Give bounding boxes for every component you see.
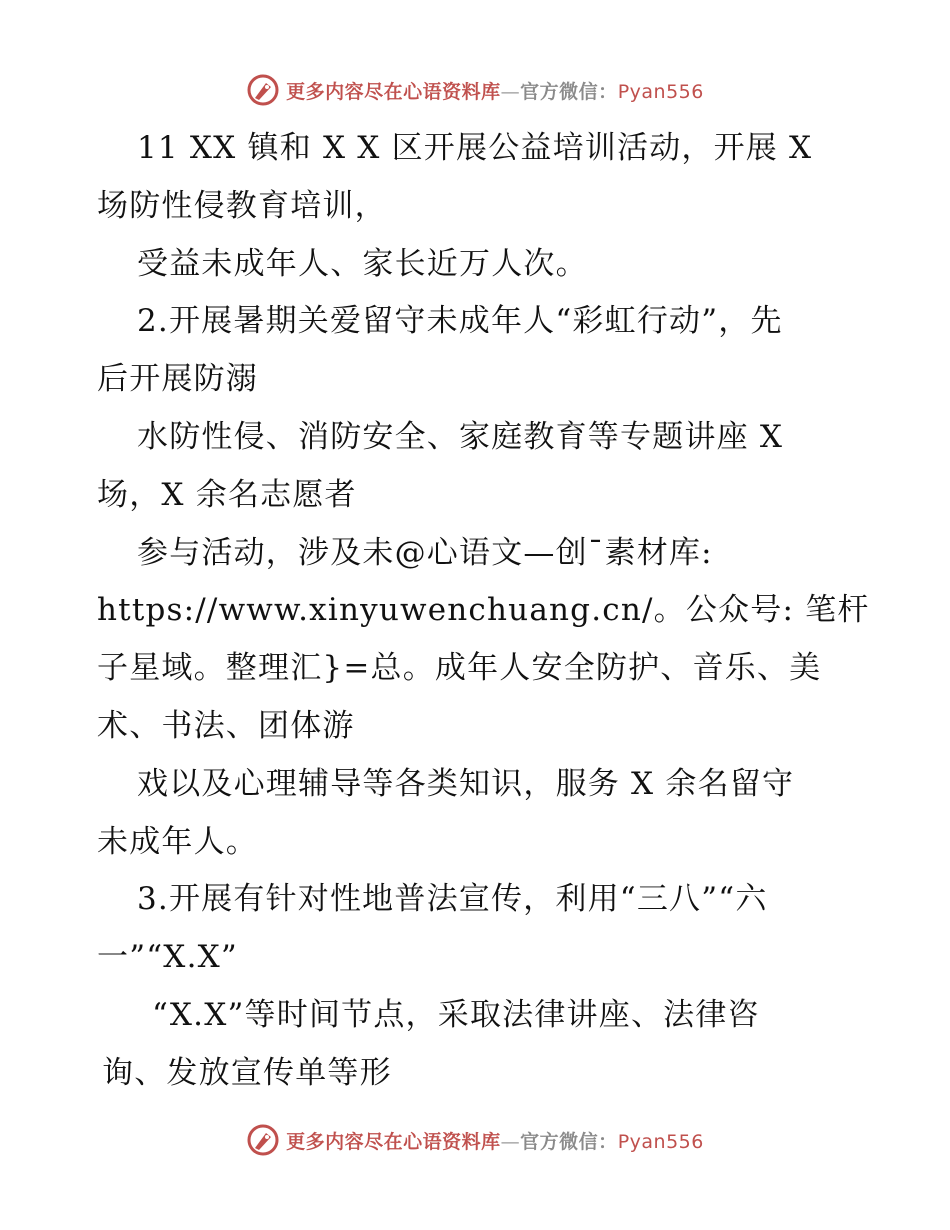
header-watermark [0,70,950,110]
pen-nib-logo-icon [246,1123,280,1157]
footer-watermark [0,1120,950,1160]
watermark-label: 官方微信： [520,1130,618,1153]
watermark-dash: — [500,1130,521,1153]
text-line: 11 XX 镇和 X X 区开展公益培训活动，开展 X [137,130,813,166]
watermark-text [286,77,704,104]
watermark-brand: 更多内容尽在心语资料库 [286,80,501,103]
text-line: “X.X”等时间节点，采取法律讲座、法律咨 [152,996,760,1033]
text-line: 后开展防溺 [97,361,258,398]
text-line: 戏以及心理辅导等各类知识，服务 X 余名留守 [137,765,795,802]
text-line: 场防性侵教育培训， [97,187,387,224]
text-line: 子星域。整理汇}=总。成年人安全防护、音乐、美 [97,650,822,687]
watermark-account: Pyan556 [617,1130,704,1153]
text-line: 3.开展有针对性地普法宣传，利用“三八”“六 [137,881,768,918]
text-line: 水防性侵、消防安全、家庭教育等专题讲座 X [137,418,784,455]
text-line: 术、书法、团体游 [97,707,355,744]
watermark-brand: 更多内容尽在心语资料库 [286,1130,501,1153]
watermark-dash: — [500,80,521,103]
text-line: 受益未成年人、家长近万人次。 [137,245,588,282]
text-line: 参与活动，涉及未@心语文—创¯素材库: [137,534,713,571]
watermark-text [286,1127,704,1154]
watermark-label: 官方微信： [520,80,618,103]
text-line: 一”“X.X” [97,939,238,976]
text-line: 2.开展暑期关爱留守未成年人“彩虹行动”，先 [137,303,783,340]
pen-nib-logo-icon [246,73,280,107]
text-line: https://www.xinyuwenchuang.cn/。公众号: 笔杆 [97,592,870,629]
text-line: 场，X 余名志愿者 [97,476,357,513]
text-line: 未成年人。 [97,823,258,860]
watermark-account: Pyan556 [617,80,704,103]
text-line: 询、发放宣传单等形 [102,1054,392,1091]
document-body [97,120,870,1103]
